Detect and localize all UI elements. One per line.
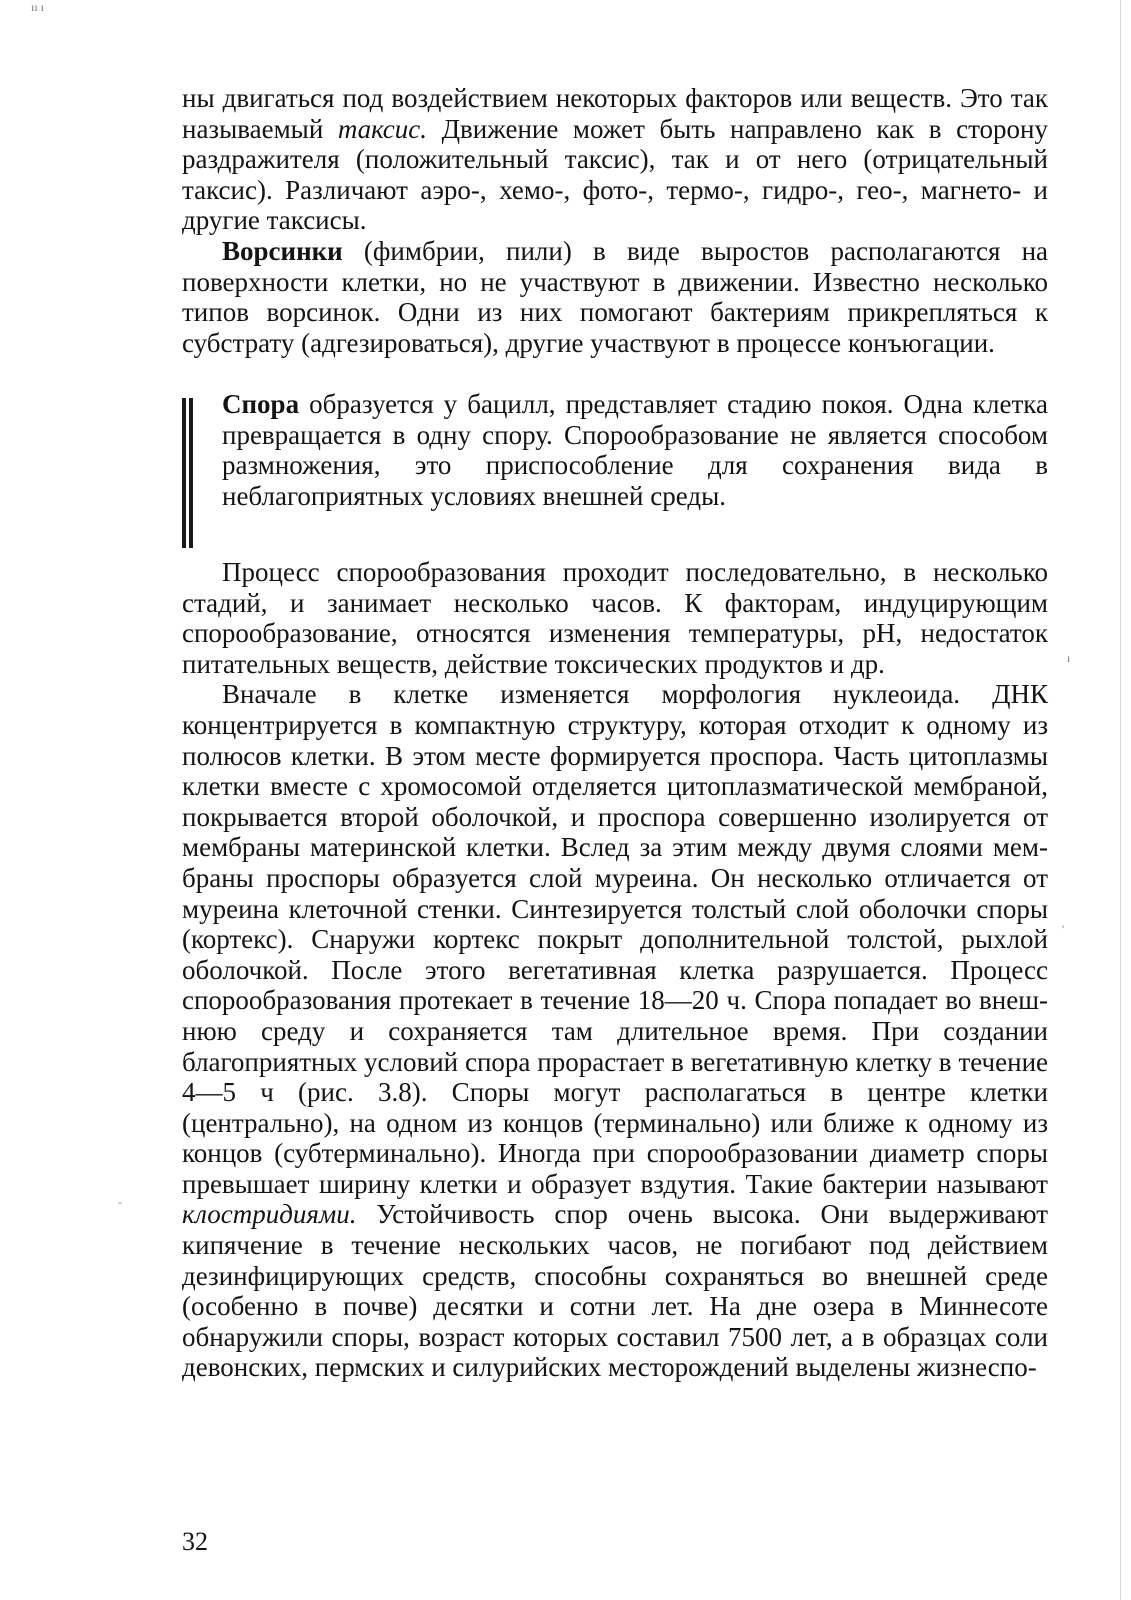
paragraph-taxis-text-b: Движение может быть направлено как в сторону раздражителя (положительный таксис), так и от него (отрицательный таксис). Различают аэро-, хемо-, фото-, термо-, гидро-, гео-, магнето- и другие таксисы. <box>182 113 1048 236</box>
spore-highlight-box <box>222 389 1048 511</box>
page-number: 32 <box>182 1527 208 1556</box>
paragraph-villi <box>182 236 1048 358</box>
highlight-bar-left <box>182 398 186 548</box>
term-taxis: таксис. <box>337 113 427 144</box>
paragraph-spore-definition <box>222 389 1048 511</box>
lower-text-block <box>182 557 1048 1383</box>
margin-mark: - <box>118 1195 122 1209</box>
paragraph-stages-text-a: Вначале в клетке изменяется морфология нуклеоида. ДНК концентрируется в компактную структуру, которая отходит к одному из полюсов клетки. В этом месте формируется проспора. Часть цитоплазмы клетки вместе с хромосомой отделяется цитоплазматической мембраной, покрывается второй оболочкой, и проспора совершенно изолируется от мембраны материнской клетки. Вслед за этим между двумя слоями мембраны проспоры образуется слой муреина. Он несколько отличается от муреина клеточной стенки. Синтезируется толстый слой оболочки споры (кортекс). Снаружи кортекс покрыт дополнительной толстой, рыхлой оболочкой. После этого вегетативная клетка разрушается. Процесс спорообразования протекает в течение 18—20 ч. Спора попадает во внешнюю среду и сохраняется там длительное время. При создании благоприятных условий спора прорастает в вегетативную клетку в течение 4—5 ч (рис. 3.8). Споры могут располагаться в центре клетки (центрально), на одном из концов (терминально) или ближе к одному из концов (субтерминально). Иногда при спорообразовании диаметр споры превышает ширину клетки и образует вздутия. Такие бактерии называют <box>182 679 1048 1199</box>
term-clostridia: клостридиями. <box>182 1199 357 1230</box>
upper-text-block <box>182 83 1048 358</box>
paragraph-taxis-text-a: ны двигаться под воздействием некоторых факторов или веществ. Это так называемый <box>182 83 1048 144</box>
header-scan-marks: ıı ı <box>31 0 45 14</box>
margin-mark: ' <box>1062 922 1065 936</box>
page-edge-line <box>1120 0 1121 1600</box>
paragraph-sporulation-process: Процесс спорообразования проходит последовательно, в несколько стадий, и занимает несколько часов. К факторам, индуцирующим спорообразование, относятся изменения температуры, pH, недостаток питательных веществ, действие токсических продуктов и др. <box>182 557 1048 679</box>
paragraph-stages-text-b: Устойчивость спор очень высока. Они выдерживают кипячение в течение нескольких часов, не погибают под действием дезинфицирующих средств, способны сохраняться во внешней среде (особенно в почве) десятки и сотни лет. На дне озера в Миннесоте обнаружили споры, возраст которых составил 7500 лет, а в образцах соли девонских, пермских и силурийских месторождений выделены жизнеспо- <box>182 1199 1048 1383</box>
paragraph-taxis <box>182 83 1048 236</box>
term-villi: Ворсинки <box>222 235 343 266</box>
paragraph-villi-text: (фимбрии, пили) в виде выростов располагаются на поверхности клетки, но не участвуют в движении. Известно несколько типов ворсинок. Одни из них помогают бактериям прикрепляться к субстрату (адгезироваться), другие участвуют в процессе конъюгации. <box>182 235 1048 358</box>
spore-definition-text: образуется у бацилл, представляет стадию покоя. Одна клетка превращается в одну спору. Спорообразование не является способом размножения, это приспособление для сохранения вида в неблагоприятных условиях внешней среды. <box>222 389 1048 511</box>
paragraph-sporulation-stages <box>182 679 1048 1383</box>
term-spore: Спора <box>222 389 300 419</box>
highlight-bar-right <box>189 398 193 548</box>
margin-mark: ı <box>1067 651 1071 665</box>
